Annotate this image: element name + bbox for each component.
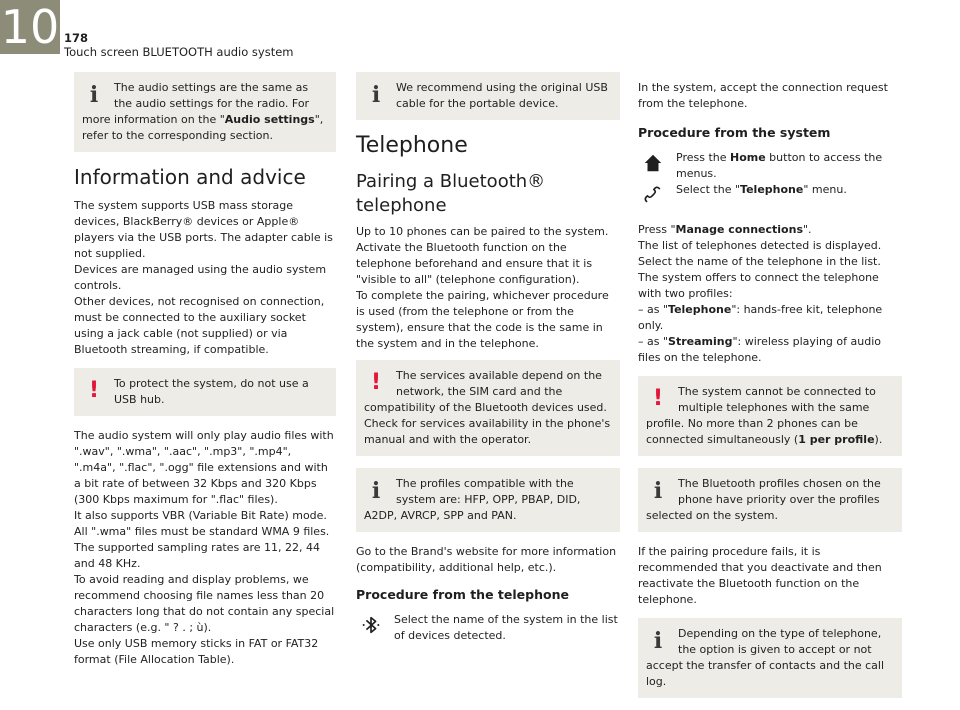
procedure-step: Press the Home button to access the menus. [638, 150, 902, 182]
info-icon: i [653, 478, 663, 504]
bluetooth-icon [360, 614, 382, 636]
paragraph: Select the name of the telephone in the list. [638, 255, 881, 268]
paragraph: All ".wma" files must be standard WMA 9 files. [74, 525, 330, 538]
procedure-step: Select the name of the system in the list of devices detected. [356, 612, 620, 644]
warning-note: ! To protect the system, do not use a USB hub. [74, 368, 336, 416]
info-icon: i [89, 82, 99, 108]
section-heading: Telephone [356, 133, 468, 158]
warning-icon: ! [652, 386, 664, 411]
subsection-heading: Pairing a Bluetooth® telephone [356, 171, 546, 216]
paragraph: The supported sampling rates are 11, 22, 44 and 48 KHz. [74, 541, 321, 570]
paragraph: To avoid reading and display problems, we recommend choosing file names less than 20 characters long that do not contain any special characters (e.g. " ? . ; ù). [74, 573, 335, 634]
paragraph: The audio system will only play audio files with ".wav", ".wma", ".aac", ".mp3", ".mp4", ".m4a", ".flac", ".ogg" file extensions and with a bit rate of between 32 Kbps and 320 Kbps (300 Kbps maximum for ".flac" files). [74, 429, 334, 506]
procedure-step: Select the "Telephone" menu. [638, 182, 902, 214]
paragraph: Up to 10 phones can be paired to the system. [356, 225, 609, 238]
paragraph: Activate the Bluetooth function on the telephone beforehand and ensure that it is "visible to all" (telephone configuration). [356, 241, 593, 286]
paragraph: If the pairing procedure fails, it is recommended that you deactivate and then reactivate the Bluetooth function on the telephone. [638, 545, 882, 606]
procedure-heading: Procedure from the system [638, 125, 831, 140]
page-title: Touch screen BLUETOOTH audio system [64, 45, 294, 59]
info-note: i The Bluetooth profiles chosen on the phone have priority over the profiles selected on the system. [638, 468, 902, 532]
info-icon: i [371, 82, 381, 108]
column-2 [356, 72, 620, 644]
warning-icon: ! [88, 378, 100, 403]
warning-note: ! The system cannot be connected to multiple telephones with the same profile. No more than 2 phones can be connected simultaneously (1 per profile). [638, 376, 902, 456]
section-heading: Information and advice [74, 165, 306, 189]
paragraph: It also supports VBR (Variable Bit Rate) mode. [74, 509, 327, 522]
paragraph: The system supports USB mass storage devices, BlackBerry® devices or Apple® players via the USB ports. The adapter cable is not supplied. [74, 199, 333, 260]
page-number: 178 [64, 31, 89, 45]
paragraph: Use only USB memory sticks in FAT or FAT32 format (File Allocation Table). [74, 637, 319, 666]
list-item: – as "Telephone": hands-free kit, telephone only. [638, 303, 883, 332]
info-note: i Depending on the type of telephone, the option is given to accept or not accept the transfer of contacts and the call log. [638, 618, 902, 698]
column-1 [74, 72, 336, 668]
procedure-heading: Procedure from the telephone [356, 587, 569, 602]
list-item: – as "Streaming": wireless playing of audio files on the telephone. [638, 335, 881, 364]
warning-icon: ! [370, 370, 382, 395]
info-note: i We recommend using the original USB cable for the portable device. [356, 72, 620, 120]
chapter-number: 10 [0, 0, 60, 54]
info-note: i The profiles compatible with the system are: HFP, OPP, PBAP, DID, A2DP, AVRCP, SPP and PAN. [356, 468, 620, 532]
paragraph: In the system, accept the connection request from the telephone. [638, 81, 888, 110]
column-3 [638, 80, 902, 710]
paragraph: Go to the Brand's website for more information (compatibility, additional help, etc.). [356, 545, 617, 574]
info-note: i The audio settings are the same as the audio settings for the radio. For more information on the "Audio settings", refer to the corresponding section. [74, 72, 336, 152]
paragraph: The list of telephones detected is displayed. [638, 239, 882, 252]
info-icon: i [371, 478, 381, 504]
paragraph: To complete the pairing, whichever procedure is used (from the telephone or from the system), ensure that the code is the same in the system and in the telephone. [356, 289, 609, 350]
paragraph: Devices are managed using the audio system controls. [74, 263, 327, 292]
phone-icon [642, 184, 664, 206]
paragraph: Press "Manage connections". [638, 223, 812, 236]
warning-note: ! The services available depend on the network, the SIM card and the compatibility of the Bluetooth devices used. Check for services availability in the phone's manual and with the operator. [356, 360, 620, 456]
info-icon: i [653, 628, 663, 654]
paragraph: Other devices, not recognised on connection, must be connected to the auxiliary socket using a jack cable (not supplied) or via Bluetooth streaming, if compatible. [74, 295, 325, 356]
paragraph: The system offers to connect the telephone with two profiles: [638, 271, 879, 300]
home-icon [642, 152, 664, 174]
